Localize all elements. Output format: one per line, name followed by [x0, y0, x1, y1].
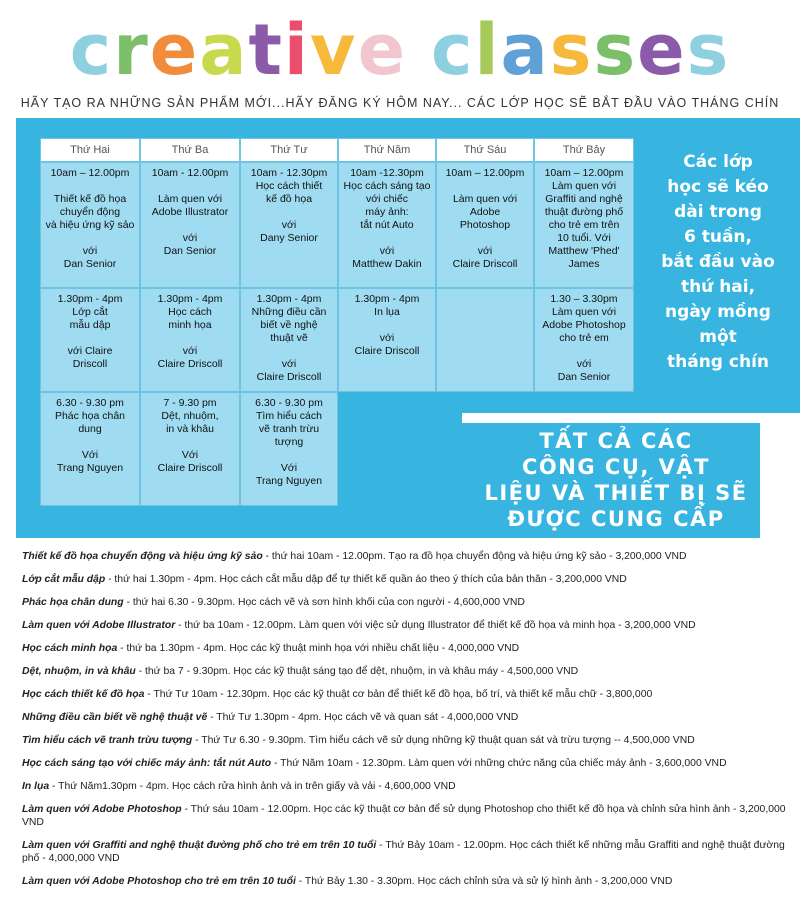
course-item: [22, 734, 792, 747]
day-header: Thứ Sáu: [436, 138, 534, 162]
title-letter: i: [283, 9, 310, 91]
course-description: - Thứ Bảy 10am - 12.00pm. Học cách thiết kế những mẫu Graffiti and nghệ thuật đường phố - 4,000,000 VND: [22, 840, 785, 864]
course-name: Học cách minh họa: [22, 643, 118, 654]
course-name: Làm quen với Graffiti and nghệ thuật đường phố cho trẻ em trên 10 tuổi: [22, 840, 377, 851]
course-description: - thứ hai 10am - 12.00pm. Tạo ra đồ họa chuyển động và hiệu ứng kỹ sảo - 3,200,000 VND: [262, 551, 687, 562]
class-cell-empty: [436, 288, 534, 392]
course-name: Lớp cắt mẫu dập: [22, 574, 106, 585]
course-list: [22, 550, 792, 898]
title-letter: e: [357, 9, 408, 91]
class-cell: 10am - 12.00pm Làm quen với Adobe Illustrator với Dan Senior: [140, 162, 240, 288]
supplies-note: TẤT CẢ CÁC CÔNG CỤ, VẬT LIỆU VÀ THIẾT BỊ SẼ ĐƯỢC CUNG CẤP: [484, 429, 748, 531]
course-description: - Thứ Năm1.30pm - 4pm. Học cách rửa hình ảnh và in trên giấy và vải - 4,600,000 VND: [49, 781, 456, 792]
course-description: - Thứ Năm 10am - 12.30pm. Làm quen với những chức năng của chiếc máy ảnh - 3,600,000 VND: [271, 758, 727, 769]
course-description: - thứ ba 10am - 12.00pm. Làm quen với việc sử dụng Illustrator để thiết kế đồ họa và minh họa - 3,200,000 VND: [175, 620, 696, 631]
course-item: [22, 839, 792, 865]
course-description: - Thứ Bảy 1.30 - 3.30pm. Học cách chỉnh sửa và sử lý hình ảnh - 3,200,000 VND: [295, 876, 673, 887]
course-item: [22, 573, 792, 586]
day-header: Thứ Tư: [240, 138, 338, 162]
course-item: [22, 642, 792, 655]
course-name: Thiết kế đồ họa chuyển động và hiệu ứng kỹ sảo: [22, 551, 263, 562]
duration-note: Các lớp học sẽ kéo dài trong 6 tuần, bắt đầu vào thứ hai, ngày mồng một tháng chín: [661, 152, 775, 372]
course-name: Dệt, nhuộm, in và khâu: [22, 666, 136, 677]
course-item: [22, 619, 792, 632]
class-cell: 10am - 12.30pm Học cách thiết kế đồ họa với Dany Senior: [240, 162, 338, 288]
course-name: Làm quen với Adobe Illustrator: [22, 620, 176, 631]
title-letter: a: [199, 9, 249, 91]
title-letter: r: [113, 9, 150, 91]
title-letter: s: [593, 9, 638, 91]
course-item: [22, 711, 792, 724]
title-letter: s: [686, 9, 731, 91]
class-cell: 10am – 12.00pm Làm quen với Adobe Photoshop với Claire Driscoll: [436, 162, 534, 288]
course-description: - thứ ba 1.30pm - 4pm. Học các kỹ thuật minh họa với nhiều chất liệu - 4,000,000 VND: [117, 643, 520, 654]
title-letter: c: [431, 9, 475, 91]
day-header: Thứ Hai: [40, 138, 140, 162]
class-cell: 1.30pm - 4pm In lụa với Claire Driscoll: [338, 288, 436, 392]
course-description: - Thứ sáu 10am - 12.00pm. Học các kỹ thuật cơ bản để sử dụng Photoshop cho thiết kế đồ họa và chỉnh sửa hình ảnh - 3,200,000 VND: [22, 804, 786, 828]
course-description: - thứ ba 7 - 9.30pm. Học các kỹ thuật sáng tạo để dệt, nhuộm, in và khâu máy - 4,500,000 VND: [135, 666, 579, 677]
subtitle: HÃY TẠO RA NHỮNG SẢN PHẨM MỚI...HÃY ĐĂNG KÝ HÔM NAY... CÁC LỚP HỌC SẼ BẮT ĐẦU VÀO THÁNG CHÍN: [20, 96, 780, 110]
course-description: - thứ hai 1.30pm - 4pm. Học cách cắt mẫu dập để tự thiết kế quần áo theo ý thích của bản thân - 3,200,000 VND: [105, 574, 627, 585]
class-cell: 1.30 – 3.30pm Làm quen với Adobe Photoshop cho trẻ em với Dan Senior: [534, 288, 634, 392]
course-name: Học cách sáng tạo với chiếc máy ảnh: tắt nút Auto: [22, 758, 272, 769]
page-title: [0, 10, 800, 90]
title-letter: e: [149, 9, 200, 91]
course-name: Làm quen với Adobe Photoshop: [22, 804, 182, 815]
course-name: In lụa: [22, 781, 50, 792]
course-item: [22, 665, 792, 678]
title-letter: e: [637, 9, 687, 91]
class-cell: 1.30pm - 4pm Học cách minh họa với Claire Driscoll: [140, 288, 240, 392]
class-cell: 1.30pm - 4pm Những điều cần biết về nghệ thuật vẽ với Claire Driscoll: [240, 288, 338, 392]
course-name: Những điều cần biết về nghệ thuật vẽ: [22, 712, 208, 723]
day-header: Thứ Bảy: [534, 138, 634, 162]
course-description: - Thứ Tư 10am - 12.30pm. Học các kỹ thuật cơ bản để thiết kế đồ họa, bố trí, và thiết kế mẫu chữ - 3,800,000: [144, 689, 653, 700]
course-description: - Thứ Tư 6.30 - 9.30pm. Tìm hiểu cách vẽ sử dụng những kỹ thuật quan sát và trừu tượng -- 4,500,000 VND: [192, 735, 695, 746]
course-description: - Thứ Tư 1.30pm - 4pm. Học cách vẽ và quan sát - 4,000,000 VND: [207, 712, 519, 723]
course-item: [22, 780, 792, 793]
title-letter: a: [500, 9, 550, 91]
course-item: [22, 688, 792, 701]
course-item: [22, 596, 792, 609]
course-description: - thứ hai 6.30 - 9.30pm. Học cách vẽ và sơn hình khối của con người - 4,600,000 VND: [123, 597, 525, 608]
course-name: Làm quen với Adobe Photoshop cho trẻ em trên 10 tuổi: [22, 876, 296, 887]
class-cell: 1.30pm - 4pm Lớp cắt mẫu dập với Claire Driscoll: [40, 288, 140, 392]
day-header: Thứ Ba: [140, 138, 240, 162]
title-letter: v: [309, 9, 358, 91]
course-name: Tìm hiểu cách vẽ tranh trừu tượng: [22, 735, 193, 746]
course-item: [22, 803, 792, 829]
class-cell: 10am – 12.00pm Làm quen với Graffiti and nghệ thuật đường phố cho trẻ em trên 10 tuổi. Với Matthew 'Phed' James: [534, 162, 634, 288]
title-letter: t: [248, 9, 284, 91]
class-cell: 6.30 - 9.30 pm Phác họa chân dung Với Trang Nguyen: [40, 392, 140, 506]
class-cell: 10am – 12.00pm Thiết kế đồ họa chuyển động và hiệu ứng kỹ sảo với Dan Senior: [40, 162, 140, 288]
course-name: Phác họa chân dung: [22, 597, 124, 608]
course-item: [22, 875, 792, 888]
day-header: Thứ Năm: [338, 138, 436, 162]
course-item: [22, 757, 792, 770]
title-letter: c: [69, 9, 114, 91]
course-name: Học cách thiết kế đồ họa: [22, 689, 145, 700]
course-item: [22, 550, 792, 563]
title-letter: s: [549, 9, 594, 91]
class-cell: 10am -12.30pm Học cách sáng tạo với chiếc máy ảnh: tắt nút Auto với Matthew Dakin: [338, 162, 436, 288]
title-letter: l: [474, 9, 501, 91]
class-cell: 7 - 9.30 pm Dệt, nhuộm, in và khâu Với Claire Driscoll: [140, 392, 240, 506]
class-cell: 6.30 - 9.30 pm Tìm hiểu cách vẽ tranh trừu tượng Với Trang Nguyen: [240, 392, 338, 506]
